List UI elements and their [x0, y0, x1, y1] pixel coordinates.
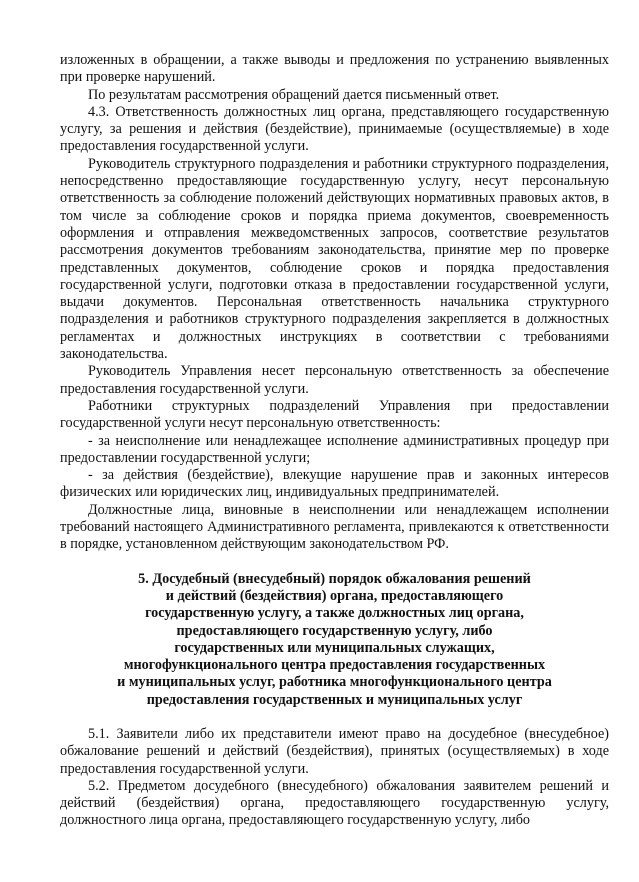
document-body [60, 52, 609, 830]
paragraph-section-4-3: 4.3. Ответственность должностных лиц органа, представляющего государственную услугу, за решения и действия (бездействие), принимаемые (осуществляемые) в ходе предоставления государственной услуги. [60, 103, 609, 155]
paragraph-continuation: изложенных в обращении, а также выводы и предложения по устранению выявленных при проверке нарушений. [60, 52, 609, 86]
section-heading-line: предоставляющего государственную услугу, либо [176, 622, 493, 639]
paragraph-written-response: По результатам рассмотрения обращений дается письменный ответ. [88, 86, 500, 103]
section-heading-line: государственную услугу, а также должностных лиц органа, [145, 605, 524, 622]
section-5-heading [60, 571, 609, 709]
section-heading-line: и действий (бездействия) органа, предоставляющего [165, 587, 504, 604]
paragraph-unit-head-responsibility: Руководитель структурного подразделения и работники структурного подразделения, непосредственно предоставляющие государственную услугу, несут персональную ответственность за соблюдение положений действующих нормативных правовых актов, в том числе за соблюдение сроков и порядка приема документов, своевременность оформления и отправления межведомственных запросов, соответствие результатов рассмотрения документов требованиям законодательства, принятие мер по проверке представленных документов, соблюдение сроков и порядка предоставления государственной услуги, подготовки отказа в предоставлении государственной услуги, выдачи документов. Персональная ответственность начальника структурного подразделения и работников структурного подразделения закрепляется в должностных регламентах и должностных инструкциях в соответствии с требованиями законодательства. [60, 155, 609, 363]
section-heading-line: предоставления государственных и муниципальных услуг [146, 691, 523, 708]
paragraph-officials-liability: Должностные лица, виновные в неисполнении или ненадлежащем исполнении требований настоящего Административного регламента, привлекаются к ответственности в порядке, установленном действующим законодательством РФ. [60, 501, 609, 553]
section-heading-line: многофункционального центра предоставления государственных [123, 657, 546, 674]
paragraph-section-5-1: 5.1. Заявители либо их представители имеют право на досудебное (внесудебное) обжалование решений и действий (бездействия), принятых (осуществляемых) в ходе предоставления государственной услуги. [60, 725, 609, 777]
list-item-rights-violation: - за действия (бездействие), влекущие нарушение прав и законных интересов физических или юридических лиц, индивидуальных предпринимателей. [60, 467, 609, 501]
paragraph-section-5-2: 5.2. Предметом досудебного (внесудебного) обжалования заявителем решений и действий (бездействия) органа, предоставляющего государственную услугу, должностного лица органа, предоставляющего государственную услугу, либо [60, 777, 609, 829]
list-item-procedures: - за неисполнение или ненадлежащее исполнение административных процедур при предоставлении государственной услуги; [60, 432, 609, 466]
section-heading-line: и муниципальных услуг, работника многофункционального центра [117, 674, 552, 691]
section-heading-line: государственных или муниципальных служащих, [174, 639, 495, 656]
paragraph-staff-responsibility: Работники структурных подразделений Управления при предоставлении государственной услуги несут персональную ответственность: [60, 397, 609, 432]
section-heading-line: 5. Досудебный (внесудебный) порядок обжалования решений [138, 570, 531, 587]
paragraph-directorate-head-responsibility: Руководитель Управления несет персональную ответственность за обеспечение предоставления государственной услуги. [60, 363, 609, 397]
